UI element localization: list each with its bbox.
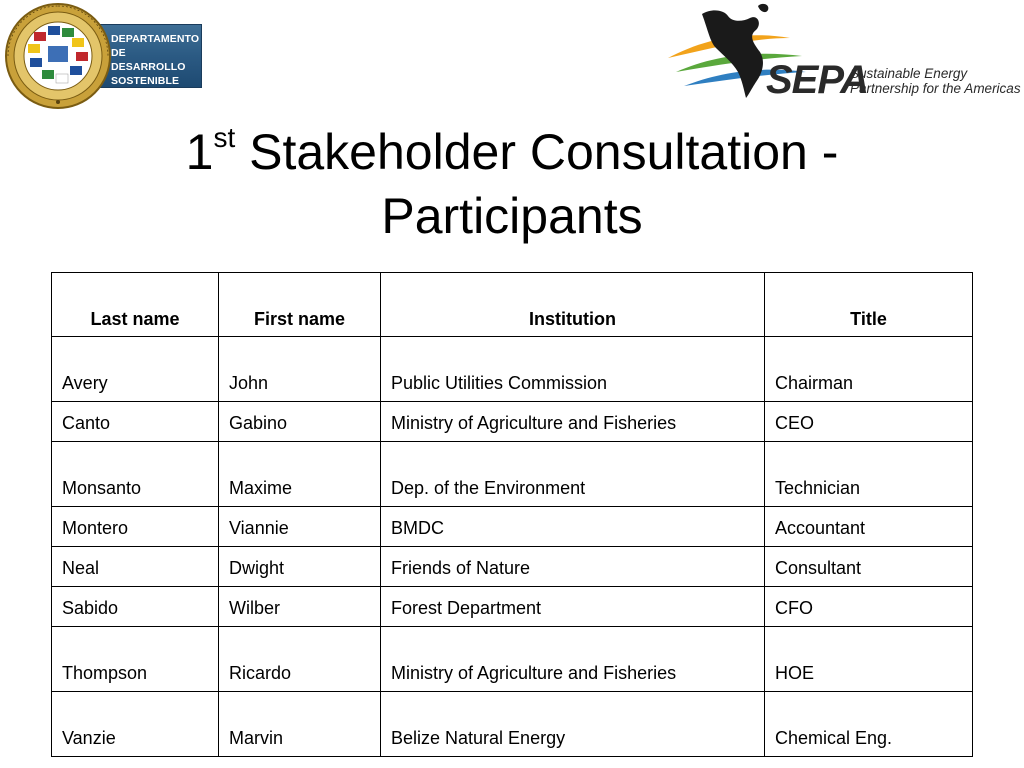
table-row xyxy=(52,587,973,627)
table-row xyxy=(52,442,973,507)
cell-last-name: Canto xyxy=(52,402,219,442)
cell-institution: Belize Natural Energy xyxy=(381,692,765,757)
table-row xyxy=(52,402,973,442)
column-header-last-name: Last name xyxy=(52,273,219,337)
table-header-row xyxy=(52,273,973,337)
cell-first-name: Maxime xyxy=(219,442,381,507)
title-line-1-text: Stakeholder Consultation - xyxy=(235,124,839,180)
cell-last-name: Thompson xyxy=(52,627,219,692)
cell-first-name: Ricardo xyxy=(219,627,381,692)
cell-last-name: Vanzie xyxy=(52,692,219,757)
oas-banner-line: SOSTENIBLE xyxy=(111,75,180,87)
cell-institution: Ministry of Agriculture and Fisheries xyxy=(381,402,765,442)
cell-title: CFO xyxy=(765,587,973,627)
cell-title: HOE xyxy=(765,627,973,692)
column-header-title: Title xyxy=(765,273,973,337)
table-row xyxy=(52,507,973,547)
cell-institution: Dep. of the Environment xyxy=(381,442,765,507)
cell-first-name: Viannie xyxy=(219,507,381,547)
cell-title: Consultant xyxy=(765,547,973,587)
cell-title: CEO xyxy=(765,402,973,442)
oas-banner-line: DE DESARROLLO xyxy=(111,47,186,73)
cell-title: Technician xyxy=(765,442,973,507)
table-row xyxy=(52,627,973,692)
sepa-logo xyxy=(662,0,1024,104)
table-row xyxy=(52,692,973,757)
table-row xyxy=(52,547,973,587)
sepa-tagline-line: Sustainable Energy xyxy=(850,66,968,81)
cell-title: Chemical Eng. xyxy=(765,692,973,757)
oas-logo xyxy=(4,2,204,110)
cell-title: Accountant xyxy=(765,507,973,547)
participants-table xyxy=(51,272,973,757)
cell-last-name: Sabido xyxy=(52,587,219,627)
cell-title: Chairman xyxy=(765,337,973,402)
title-superscript: st xyxy=(213,122,236,154)
title-line-1 xyxy=(0,120,1024,184)
sepa-wordmark: SEPA xyxy=(766,58,868,102)
cell-institution: Friends of Nature xyxy=(381,547,765,587)
cell-last-name: Avery xyxy=(52,337,219,402)
oas-seal-icon xyxy=(4,2,114,110)
cell-first-name: Dwight xyxy=(219,547,381,587)
cell-first-name: Wilber xyxy=(219,587,381,627)
page-title xyxy=(0,120,1024,248)
column-header-first-name: First name xyxy=(219,273,381,337)
title-line-2: Participants xyxy=(381,188,643,244)
cell-institution: BMDC xyxy=(381,507,765,547)
cell-institution: Public Utilities Commission xyxy=(381,337,765,402)
oas-banner-line: DEPARTAMENTO xyxy=(111,33,200,45)
column-header-institution: Institution xyxy=(381,273,765,337)
sepa-tagline xyxy=(850,66,1021,96)
cell-first-name: Gabino xyxy=(219,402,381,442)
table-row xyxy=(52,337,973,402)
cell-institution: Forest Department xyxy=(381,587,765,627)
cell-last-name: Montero xyxy=(52,507,219,547)
cell-first-name: John xyxy=(219,337,381,402)
cell-last-name: Monsanto xyxy=(52,442,219,507)
title-number: 1 xyxy=(185,124,214,180)
cell-last-name: Neal xyxy=(52,547,219,587)
cell-first-name: Marvin xyxy=(219,692,381,757)
sepa-tagline-line: Partnership for the Americas xyxy=(850,81,1021,96)
cell-institution: Ministry of Agriculture and Fisheries xyxy=(381,627,765,692)
